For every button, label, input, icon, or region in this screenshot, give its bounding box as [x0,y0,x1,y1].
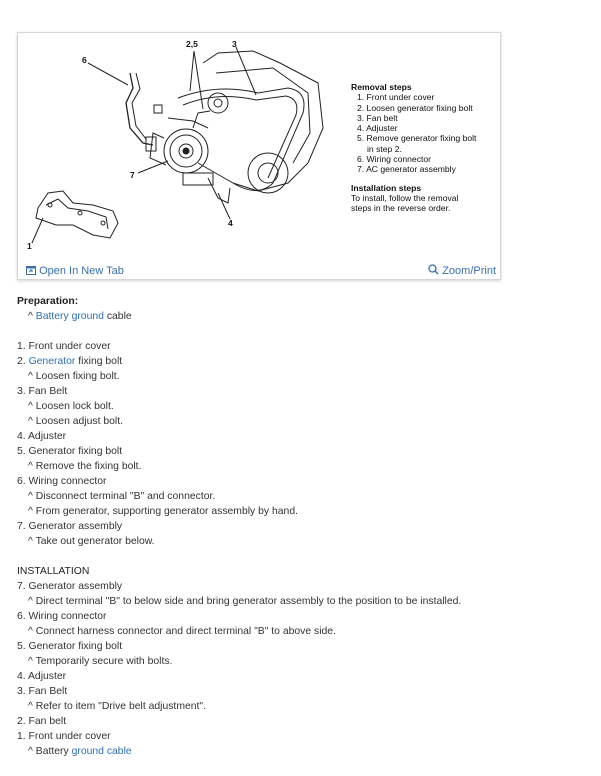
ground-cable-link[interactable]: ground cable [71,746,132,757]
install-step-5: 5. Generator fixing bolt [17,641,123,652]
install-step-1-sub [28,746,132,757]
open-in-new-tab-link[interactable] [26,265,124,277]
removal-step-3-sub-1: ^ Loosen lock bolt. [28,401,114,412]
generator-link[interactable]: Generator [28,356,76,367]
install-step-7: 7. Generator assembly [17,581,123,592]
preparation-item-rest: cable [103,311,132,322]
callout-6: 6 [82,55,87,65]
removal-step-4: 4. Adjuster [17,431,67,442]
figure-footer [18,259,502,281]
callout-3: 3 [232,39,237,49]
preparation-heading: Preparation: [17,296,79,307]
install-step-2: 2. Fan belt [17,716,67,727]
removal-step-2-sub: ^ Loosen fixing bolt. [28,371,120,382]
open-in-new-tab-label: Open In New Tab [39,265,124,277]
zoom-print-link[interactable] [428,264,496,277]
installation-steps-line: To install, follow the removal [351,192,459,203]
removal-step-7-sub: ^ Take out generator below. [28,536,155,547]
removal-step-6-sub-1: ^ Disconnect terminal "B" and connector. [28,491,216,502]
removal-step-3-sub-2: ^ Loosen adjust bolt. [28,416,123,427]
figure-removal-step: 2. Loosen generator fixing bolt [357,102,473,113]
removal-step-2-prefix: 2. [17,356,29,367]
removal-step-2-rest: fixing bolt [75,356,123,367]
removal-step-6-sub-2: ^ From generator, supporting generator assembly by hand. [28,506,298,517]
removal-step-5: 5. Generator fixing bolt [17,446,123,457]
figure-removal-step: 6. Wiring connector [357,154,432,165]
open-tab-icon [26,266,36,275]
figure-steps-text [351,82,476,214]
figure-removal-step: 7. AC generator assembly [357,164,456,175]
install-step-6-sub: ^ Connect harness connector and direct terminal "B" to above side. [28,626,336,637]
figure-removal-step: 5. Remove generator fixing bolt [357,133,477,144]
removal-step-6: 6. Wiring connector [17,476,107,487]
install-step-3-sub: ^ Refer to item "Drive belt adjustment". [28,701,206,712]
battery-ground-link[interactable]: Battery ground [35,311,104,322]
callout-2-5: 2,5 [186,39,198,49]
removal-step-2 [17,356,122,367]
removal-step-7: 7. Generator assembly [17,521,123,532]
install-step-5-sub: ^ Temporarily secure with bolts. [28,656,173,667]
install-step-7-sub: ^ Direct terminal "B" to below side and bring generator assembly to the position to be installed. [28,596,462,607]
callout-4: 4 [228,218,233,228]
removal-steps-title: Removal steps [351,82,412,92]
install-step-4: 4. Adjuster [17,671,67,682]
figure-removal-step: in step 2. [367,143,402,154]
removal-step-5-sub: ^ Remove the fixing bolt. [28,461,142,472]
install-step-3: 3. Fan Belt [17,686,68,697]
figure-removal-step: 4. Adjuster [357,123,398,134]
removal-step-1: 1. Front under cover [17,341,111,352]
install-step-1: 1. Front under cover [17,731,111,742]
callout-7: 7 [130,170,135,180]
install-step-1-sub-prefix: ^ Battery [28,746,72,757]
installation-steps-title: Installation steps [351,182,422,193]
figure-removal-step: 1. Front under cover [357,92,435,103]
installation-steps-line: steps in the reverse order. [351,203,451,214]
figure-removal-step: 3. Fan belt [357,112,398,123]
installation-heading: INSTALLATION [17,566,90,577]
magnifier-icon [428,264,439,275]
figure-card [17,32,501,280]
preparation-item [28,311,132,322]
bullet: ^ [28,311,36,322]
install-step-6: 6. Wiring connector [17,611,107,622]
zoom-print-label: Zoom/Print [442,265,496,277]
callout-1: 1 [27,241,32,251]
removal-step-3: 3. Fan Belt [17,386,68,397]
